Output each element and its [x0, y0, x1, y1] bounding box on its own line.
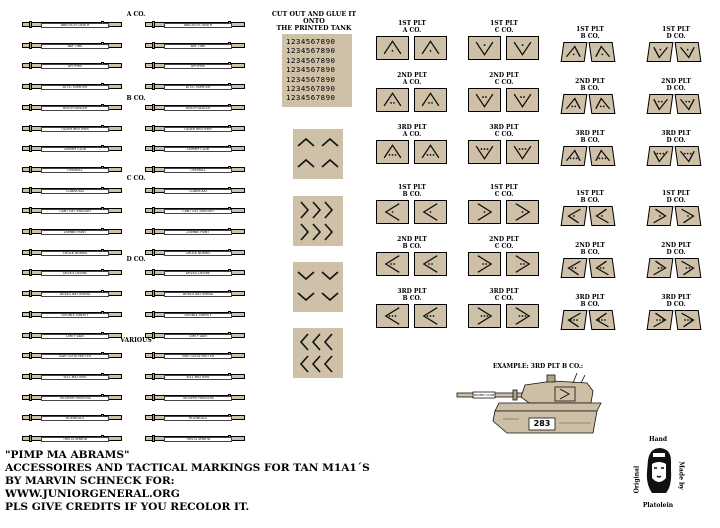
barrel-name: CHUCK NORRIS: [164, 251, 232, 256]
barrel-name: CANT GET ENOUGH: [41, 209, 109, 214]
tactical-marking-panel: [561, 42, 588, 62]
tactical-marking-panel: [561, 146, 588, 166]
barrel-name: BAY TIME: [41, 44, 109, 49]
tactical-chevron-icon: [469, 37, 500, 59]
platoon-label: 3RD PLT A CO.: [397, 124, 427, 138]
barrel-name: ABSOLUTE DEATH: [164, 23, 232, 28]
barrel-name: ZOMBIE HUNT: [164, 230, 232, 235]
tactical-marking-panel: [561, 310, 588, 330]
tactical-marking-panel: [647, 42, 674, 62]
barrel-decal: [145, 227, 245, 236]
tactical-marking-panel: [675, 42, 702, 62]
barrel-name: 9/11 MATTERS: [164, 375, 232, 380]
tactical-marking-panel: [506, 304, 539, 328]
barrel-name: THIS IS SPARTA: [164, 437, 232, 442]
chevron-down-icon: [293, 262, 343, 312]
platoon-label: 1ST PLT A CO.: [398, 20, 426, 34]
platoon-label: 1ST PLT B CO.: [398, 184, 426, 198]
platoon-label: 2ND PLT D CO.: [661, 242, 691, 256]
chevron-up-icon: [293, 129, 343, 179]
tactical-chevron-icon: [377, 201, 408, 223]
portrait-icon: [644, 446, 674, 498]
platoon-label: 3RD PLT C CO.: [489, 288, 519, 302]
tactical-marking-panel: [589, 258, 616, 278]
barrel-decal: [145, 124, 245, 133]
tactical-chevron-icon: [590, 259, 615, 277]
platoon-label: 1ST PLT C CO.: [490, 20, 518, 34]
tactical-marking-panel: [589, 310, 616, 330]
barrel-decal: [145, 434, 245, 443]
tactical-chevron-icon: [562, 43, 587, 61]
tactical-chevron-icon: [415, 141, 446, 163]
tactical-chevron-icon: [562, 147, 587, 165]
barrel-decal: [22, 331, 122, 340]
tactical-chevron-icon: [590, 147, 615, 165]
barrel-name: OLDER BROTHER: [41, 127, 109, 132]
barrel-name: HOLYBULLS: [41, 416, 109, 421]
a-company-header: A CO.: [126, 11, 146, 18]
tactical-chevron-icon: [648, 95, 673, 113]
b-company-header: B CO.: [126, 95, 146, 102]
barrel-decal: [22, 372, 122, 381]
tactical-chevron-icon: [648, 43, 673, 61]
cut-out-note-line1: CUT OUT AND GLUE IT ONTO: [271, 10, 357, 25]
tactical-marking-panel: [675, 206, 702, 226]
barrel-name: DEVILS BATTERING: [164, 292, 232, 297]
barrel-name: SIDE GOOD MATTER: [164, 354, 232, 359]
barrel-decal: [22, 20, 122, 29]
tactical-chevron-icon: [676, 147, 701, 165]
barrel-name: OVERKILL: [41, 168, 109, 173]
barrel-decal: [22, 248, 122, 257]
barrel-decal: [22, 41, 122, 50]
tactical-marking-panel: [506, 200, 539, 224]
platoon-label: 3RD PLT D CO.: [661, 294, 691, 308]
barrel-decal: [145, 372, 245, 381]
barrel-decal: [145, 144, 245, 153]
barrel-name: OLDER BROTHER: [164, 127, 232, 132]
barrel-decal: [22, 393, 122, 402]
barrel-decal: [22, 268, 122, 277]
platoon-label: 2ND PLT B CO.: [397, 236, 427, 250]
digit-row: 1234567890: [286, 37, 336, 46]
digit-row: 1234567890: [286, 55, 336, 65]
barrel-name: DUMMY CLUB: [164, 147, 232, 152]
digit-row: 1234567890: [286, 46, 336, 56]
barrel-decal: [22, 103, 122, 112]
tactical-marking-panel: [376, 252, 409, 276]
barrel-decal: [145, 82, 245, 91]
chevron-right-icon: [293, 196, 343, 246]
tactical-marking-panel: [468, 140, 501, 164]
platoon-label: 2ND PLT B CO.: [575, 78, 605, 92]
tactical-marking-panel: [647, 94, 674, 114]
barrel-decal: [22, 227, 122, 236]
tactical-chevron-icon: [507, 37, 538, 59]
barrel-decal: [22, 206, 122, 215]
digit-row: 1234567890: [286, 84, 336, 94]
digit-row: 1234567890: [286, 74, 336, 84]
tactical-marking-panel: [376, 304, 409, 328]
barrel-decal: [22, 310, 122, 319]
tactical-chevron-icon: [676, 259, 701, 277]
tactical-chevron-icon: [469, 201, 500, 223]
stamp-original: Original: [633, 465, 641, 494]
barrel-name: THIS IS SPARTA: [41, 437, 109, 442]
tactical-marking-panel: [468, 304, 501, 328]
credits-author: BY MARVIN SCHNECK FOR:: [5, 475, 175, 487]
barrel-name: DEATH DEALER: [164, 106, 232, 111]
tactical-chevron-icon: [590, 43, 615, 61]
tactical-chevron-icon: [590, 311, 615, 329]
barrel-decal: [145, 248, 245, 257]
barrel-name: HOLYBULLS: [164, 416, 232, 421]
platoon-label: 2ND PLT C CO.: [489, 236, 519, 250]
credits-subtitle: ACCESSOIRES AND TACTICAL MARKINGS FOR TAN M1A1´S: [5, 462, 370, 474]
barrel-decal: [22, 82, 122, 91]
barrel-decal: [145, 20, 245, 29]
barrel-name: DUMMY CLUB: [41, 147, 109, 152]
tactical-chevron-icon: [415, 305, 446, 327]
tactical-chevron-icon: [590, 207, 615, 225]
platoon-label: 1ST PLT D CO.: [662, 26, 690, 40]
tactical-marking-panel: [589, 206, 616, 226]
barrel-decal: [145, 206, 245, 215]
barrel-decal: [145, 41, 245, 50]
tactical-marking-panel: [647, 146, 674, 166]
tactical-marking-panel: [414, 200, 447, 224]
barrel-name: DEVILS BATTERING: [41, 292, 109, 297]
barrel-name: SIDE GOOD MATTER: [41, 354, 109, 359]
barrel-decal: [145, 310, 245, 319]
barrel-name: CHUCK NORRIS: [41, 251, 109, 256]
tactical-marking-panel: [468, 200, 501, 224]
platoon-label: 2ND PLT D CO.: [661, 78, 691, 92]
barrel-decal: [22, 124, 122, 133]
tactical-chevron-icon: [676, 95, 701, 113]
digit-row: 1234567890: [286, 93, 336, 103]
barrel-name: DEVILS DESIRE: [41, 271, 109, 276]
platoon-label: 1ST PLT B CO.: [576, 26, 604, 40]
tactical-marking-panel: [376, 88, 409, 112]
tactical-marking-panel: [414, 304, 447, 328]
example-hull-number: 283: [533, 419, 551, 428]
barrel-name: ATTIC VOMITER: [41, 85, 109, 90]
barrel-name: ABSOLUTE DEATH: [41, 23, 109, 28]
tactical-chevron-icon: [562, 95, 587, 113]
tactical-chevron-icon: [415, 253, 446, 275]
tactical-marking-panel: [675, 94, 702, 114]
barrel-decal: [145, 268, 245, 277]
barrel-name: DOUBLE LIBERTY: [164, 313, 232, 318]
tactical-chevron-icon: [562, 207, 587, 225]
tactical-chevron-icon: [377, 305, 408, 327]
tactical-chevron-icon: [507, 305, 538, 327]
platoon-label: 3RD PLT B CO.: [575, 130, 605, 144]
example-barrel-name: DUMMY CLUB: [473, 393, 495, 397]
barrel-decal: [145, 61, 245, 70]
platoon-label: 1ST PLT C CO.: [490, 184, 518, 198]
tactical-marking-panel: [376, 140, 409, 164]
platoon-label: 3RD PLT B CO.: [397, 288, 427, 302]
tactical-chevron-icon: [415, 201, 446, 223]
chevron-decal-right: [293, 196, 343, 246]
tactical-marking-panel: [506, 88, 539, 112]
platoon-label: 2ND PLT C CO.: [489, 72, 519, 86]
tactical-marking-panel: [647, 206, 674, 226]
tactical-marking-panel: [376, 36, 409, 60]
tactical-chevron-icon: [377, 89, 408, 111]
cut-out-note: [268, 11, 360, 32]
tactical-marking-panel: [414, 36, 447, 60]
barrel-name: DIRTY DAN: [164, 334, 232, 339]
platoon-label: 3RD PLT B CO.: [575, 294, 605, 308]
tactical-marking-panel: [675, 146, 702, 166]
tactical-chevron-icon: [377, 37, 408, 59]
tactical-chevron-icon: [415, 37, 446, 59]
cut-out-note-line2: THE PRINTED TANK: [276, 24, 352, 32]
credits-website: WWW.JUNIORGENERAL.ORG: [5, 488, 180, 500]
tactical-chevron-icon: [507, 253, 538, 275]
platoon-label: 3RD PLT C CO.: [489, 124, 519, 138]
credits-text: [5, 449, 370, 514]
tactical-chevron-icon: [676, 43, 701, 61]
barrel-decal: [145, 393, 245, 402]
barrel-decal: [145, 351, 245, 360]
tactical-marking-panel: [506, 140, 539, 164]
tactical-marking-panel: [414, 140, 447, 164]
chevron-left-icon: [293, 328, 343, 378]
tactical-marking-panel: [468, 36, 501, 60]
c-company-header: C CO.: [126, 175, 146, 182]
barrel-decal: [22, 434, 122, 443]
barrel-decal: [22, 289, 122, 298]
tactical-chevron-icon: [676, 311, 701, 329]
d-company-header: D CO.: [126, 256, 146, 263]
tactical-chevron-icon: [469, 141, 500, 163]
tactical-marking-panel: [468, 88, 501, 112]
chevron-decal-down: [293, 262, 343, 312]
tactical-marking-panel: [506, 36, 539, 60]
tactical-chevron-icon: [648, 147, 673, 165]
various-header: VARIOUS: [120, 337, 152, 344]
made-by-hand-stamp: [630, 436, 690, 510]
barrel-name: BAY TIME: [164, 44, 232, 49]
barrel-decal: [145, 413, 245, 422]
platoon-label: 1ST PLT D CO.: [662, 190, 690, 204]
tactical-chevron-icon: [377, 141, 408, 163]
tactical-chevron-icon: [676, 207, 701, 225]
credits-title: "PIMP MA ABRAMS": [5, 449, 130, 461]
tactical-marking-panel: [647, 310, 674, 330]
tactical-marking-panel: [414, 88, 447, 112]
barrel-decal: [22, 351, 122, 360]
tactical-chevron-icon: [562, 311, 587, 329]
tactical-chevron-icon: [648, 259, 673, 277]
example-tank: [455, 373, 605, 443]
tactical-chevron-icon: [648, 207, 673, 225]
barrel-decal: [22, 413, 122, 422]
barrel-decal: [22, 186, 122, 195]
tactical-marking-panel: [376, 200, 409, 224]
tactical-chevron-icon: [507, 141, 538, 163]
credits-recolor-note: PLS GIVE CREDITS IF YOU RECOLOR IT.: [5, 501, 250, 513]
tactical-marking-panel: [647, 258, 674, 278]
tactical-marking-panel: [675, 310, 702, 330]
tactical-marking-panel: [468, 252, 501, 276]
tactical-marking-panel: [414, 252, 447, 276]
barrel-decal: [22, 61, 122, 70]
tactical-chevron-icon: [507, 201, 538, 223]
stamp-hand: Hand: [648, 436, 668, 443]
platoon-label: 2ND PLT B CO.: [575, 242, 605, 256]
tactical-marking-panel: [675, 258, 702, 278]
barrel-name: 9/11 MATTERS: [41, 375, 109, 380]
tactical-chevron-icon: [415, 89, 446, 111]
barrel-name: TROOPER HUNTERS: [41, 396, 109, 401]
hull-number-decals: [282, 34, 352, 107]
tactical-chevron-icon: [377, 253, 408, 275]
tactical-marking-panel: [589, 94, 616, 114]
example-label: EXAMPLE: 3RD PLT B CO.:: [492, 363, 584, 370]
tactical-chevron-icon: [648, 311, 673, 329]
tactical-marking-panel: [561, 258, 588, 278]
tactical-chevron-icon: [590, 95, 615, 113]
tactical-chevron-icon: [469, 305, 500, 327]
barrel-name: TROOPER HUNTERS: [164, 396, 232, 401]
tactical-marking-panel: [589, 146, 616, 166]
tactical-chevron-icon: [469, 89, 500, 111]
barrel-decal: [145, 289, 245, 298]
platoon-label: 1ST PLT B CO.: [576, 190, 604, 204]
tactical-chevron-icon: [562, 259, 587, 277]
chevron-decal-up: [293, 129, 343, 179]
digit-row: 1234567890: [286, 65, 336, 75]
barrel-name: COBRA KAI: [164, 189, 232, 194]
barrel-name: COBRA KAI: [41, 189, 109, 194]
barrel-name: DEVILS DESIRE: [164, 271, 232, 276]
stamp-platolein: Platolein: [642, 502, 674, 509]
barrel-name: ATTIC VOMITER: [164, 85, 232, 90]
tactical-marking-panel: [589, 42, 616, 62]
tactical-chevron-icon: [469, 253, 500, 275]
platoon-label: 3RD PLT D CO.: [661, 130, 691, 144]
chevron-decal-left: [293, 328, 343, 378]
tank-side-view-icon: [455, 373, 605, 443]
barrel-name: DEATH DEALER: [41, 106, 109, 111]
tactical-marking-panel: [561, 94, 588, 114]
barrel-decal: [145, 165, 245, 174]
barrel-decal: [145, 186, 245, 195]
barrel-name: ZOMBIE HUNT: [41, 230, 109, 235]
platoon-label: 2ND PLT A CO.: [397, 72, 427, 86]
tactical-marking-panel: [506, 252, 539, 276]
barrel-name: DIRTY DAN: [41, 334, 109, 339]
tactical-marking-panel: [561, 206, 588, 226]
tactical-chevron-icon: [507, 89, 538, 111]
barrel-name: OVERKILL: [164, 168, 232, 173]
barrel-decal: [22, 144, 122, 153]
barrel-name: DOUBLE LIBERTY: [41, 313, 109, 318]
barrel-name: APOPHIS: [41, 64, 109, 69]
stamp-made-by: Made by: [677, 461, 685, 490]
barrel-name: CANT GET ENOUGH: [164, 209, 232, 214]
barrel-name: APOPHIS: [164, 64, 232, 69]
barrel-decal: [22, 165, 122, 174]
barrel-decal: [145, 103, 245, 112]
